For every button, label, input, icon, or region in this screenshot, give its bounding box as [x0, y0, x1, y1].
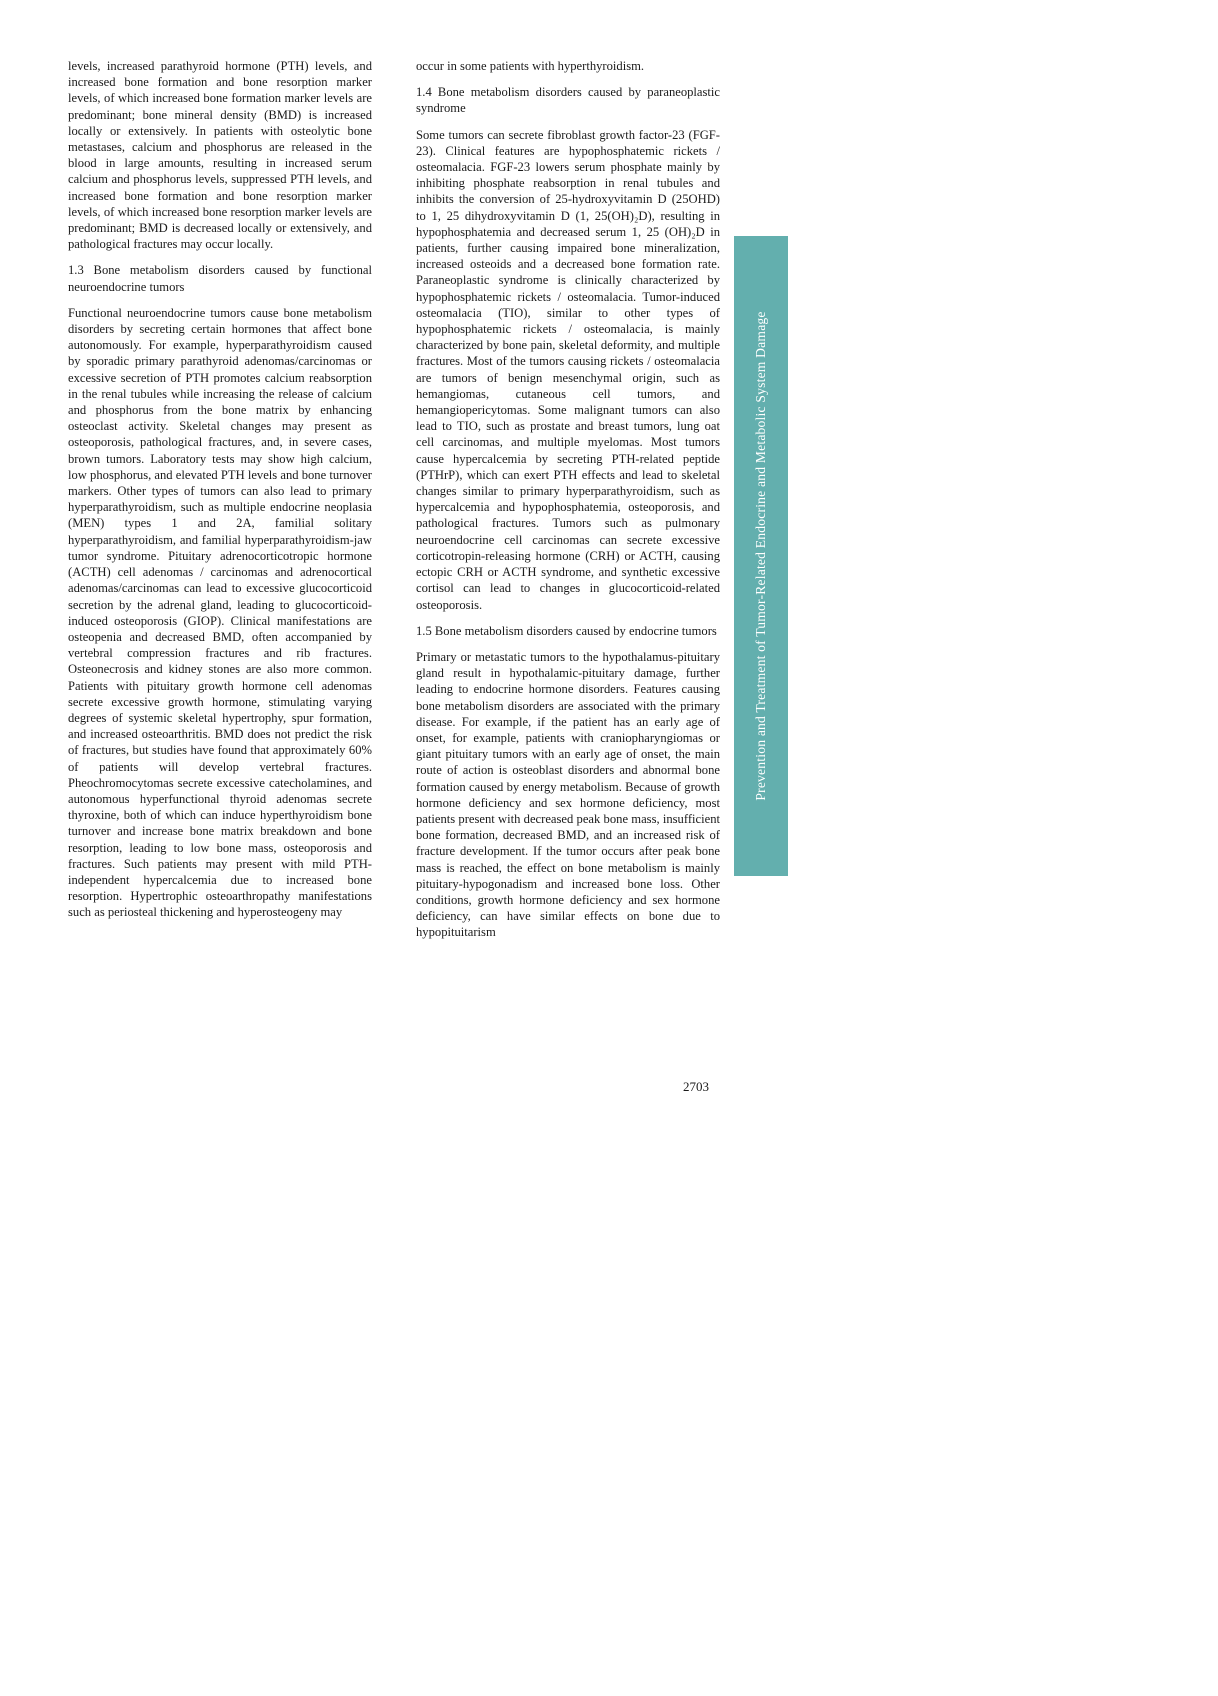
right-column [416, 58, 720, 951]
section-heading-1-3: 1.3 Bone metabolism disorders caused by functional neuroendocrine tumors [68, 263, 372, 294]
paragraph: Primary or metastatic tumors to the hypothalamus-pituitary gland result in hypothalamic-pituitary damage, further leading to endocrine hormone disorders. Features causing bone metabolism disorders are associated with the primary disease. For example, if the patient has an early age of onset, for example, patients with craniopharyngiomas or giant pituitary tumors with an early age of onset, the main route of action is osteoblast disorders and abnormal bone formation caused by energy metabolism. Because of growth hormone deficiency and sex hormone deficiency, most patients present with decreased peak bone mass, insufficient bone formation, decreased BMD, and an increased risk of fracture development. If the tumor occurs after peak bone mass is reached, the effect on bone metabolism is mainly pituitary-hypogonadism and increased bone loss. Other conditions, growth hormone deficiency and sex hormone deficiency, can have similar effects on bone due to hypopituitarism [416, 649, 720, 940]
section-heading-1-5: 1.5 Bone metabolism disorders caused by endocrine tumors [416, 623, 717, 638]
article-body [68, 58, 720, 951]
paragraph: levels, increased parathyroid hormone (PTH) levels, and increased bone formation and bone resorption marker levels, of which increased bone formation marker levels are predominant; bone mineral density (BMD) is increased locally or extensively. In patients with osteolytic bone metastases, calcium and phosphorus are released in the blood in large amounts, resulting in increased serum calcium and phosphorus levels, suppressed PTH levels, and increased bone formation and bone resorption marker levels, of which increased bone resorption marker levels are predominant; BMD is decreased locally or extensively, and pathological fractures may occur locally. [68, 59, 372, 252]
paragraph: occur in some patients with hyperthyroidism. [416, 59, 645, 73]
section-heading-1-4: 1.4 Bone metabolism disorders caused by paraneoplastic syndrome [416, 85, 720, 116]
running-head-title: Prevention and Treatment of Tumor-Related Endocrine and Metabolic System Damage [753, 311, 768, 801]
left-column [68, 58, 372, 951]
paragraph: Functional neuroendocrine tumors cause bone metabolism disorders by secreting certain hormones that affect bone autonomously. For example, hyperparathyroidism caused by sporadic primary parathyroid adenomas/carcinomas or excessive secretion of PTH promotes calcium reabsorption in the renal tubules while increasing the release of calcium and phosphorus from the bone matrix by enhancing osteoclast activity. Skeletal changes may present as osteoporosis, pathological fractures, and, in severe cases, brown tumors. Laboratory tests may show high calcium, low phosphorus, and elevated PTH levels and bone turnover markers. Other types of tumors can also lead to primary hyperparathyroidism, such as multiple endocrine neoplasia (MEN) types 1 and 2A, familial solitary hyperparathyroidism, and familial hyperparathyroidism-jaw tumor syndrome. Pituitary adrenocorticotropic hormone (ACTH) cell adenomas / carcinomas and adrenocortical adenomas/carcinomas can lead to excessive glucocorticoid secretion by the adrenal gland, leading to glucocorticoid-induced osteoporosis (GIOP). Clinical manifestations are osteopenia and decreased BMD, often accompanied by vertebral compression fractures and rib fractures. Osteonecrosis and kidney stones are also more common. Patients with pituitary growth hormone cell adenomas secrete excessive growth hormone, stimulating varying degrees of systemic skeletal hypertrophy, spur formation, and increased osteoarthritis. BMD does not predict the risk of fractures, but studies have found that approximately 60% of patients will develop vertebral fractures. Pheochromocytomas secrete excessive catecholamines, and autonomous hyperfunctional thyroid adenomas secrete thyroxine, both of which can induce hyperthyroidism bone turnover and increase bone matrix breakdown and bone resorption, leading to low bone mass, osteoporosis and fractures. Such patients may present with mild PTH-independent hypercalcemia due to increased bone resorption. Hypertrophic osteoarthropathy manifestations such as periosteal thickening and hyperosteogeny may [68, 305, 372, 920]
running-head-side-tab [734, 236, 788, 876]
paragraph: Some tumors can secrete fibroblast growth factor-23 (FGF-23). Clinical features are hypophosphatemic rickets / osteomalacia. FGF-23 lowers serum phosphate mainly by inhibiting phosphate reabsorption in renal tubules and inhibits the conversion of 25-hydroxyvitamin D (25OHD) to 1, 25 dihydroxyvitamin D (1, 25(OH)₂D), resulting in hypophosphatemia and decreased serum 1, 25 (OH)₂D in patients, further causing impaired bone mineralization, increased osteoids and a decreased bone formation rate. Paraneoplastic syndrome is clinically characterized by hypophosphatemic rickets / osteomalacia. Tumor-induced osteomalacia (TIO), similar to other types of hypophosphatemic rickets / osteomalacia, is mainly characterized by bone pain, skeletal deformity, and multiple fractures. Most of the tumors causing rickets / osteomalacia are tumors of benign mesenchymal origin, such as hemangiomas, cutaneous cell tumors, and hemangiopericytomas. Some malignant tumors can also lead to TIO, such as prostate and breast tumors, lung oat cell carcinomas, and multiple myelomas. Most tumors cause hypercalcemia by secreting PTH-related peptide (PTHrP), which can exert PTH effects and lead to skeletal changes similar to primary hyperparathyroidism, such as hypercalcemia and hypophosphatemia, osteoporosis, and pathological fractures. Tumors such as pulmonary neuroendocrine cell carcinomas can secrete excessive corticotropin-releasing hormone (CRH) or ACTH, causing ectopic CRH or ACTH syndrome, and synthetic excessive cortisol can lead to changes in glucocorticoid-related osteoporosis. [416, 127, 720, 612]
page-number: 2703 [683, 1079, 709, 1094]
